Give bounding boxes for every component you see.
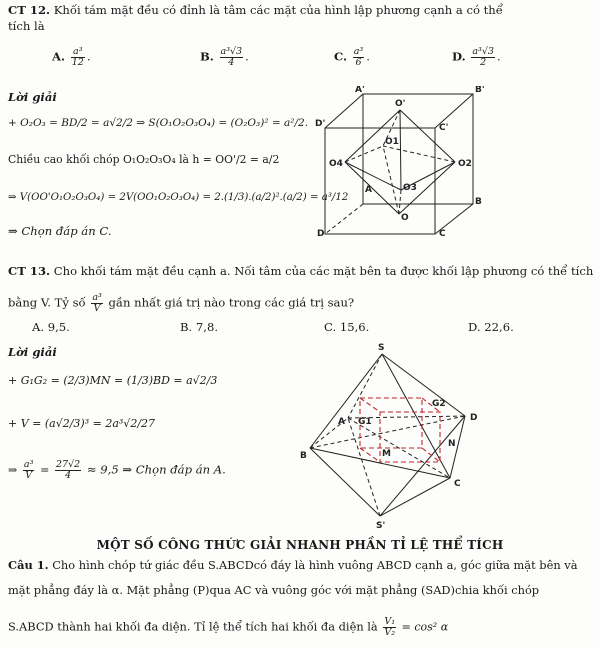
label-B-fig2: B xyxy=(300,451,307,461)
label-S: S xyxy=(378,343,385,353)
label-G1: G1 xyxy=(358,417,372,427)
cau1-line1-text: Cho hình chóp tứ giác đều S.ABCDcó đáy là hình vuông ABCD cạnh a, góc giữa mặt bên và xyxy=(52,558,578,572)
cau1-line3-post: = cos² α xyxy=(401,620,449,634)
opt-d-value: $\frac{\text{a³√3}}{2}$ xyxy=(472,46,494,68)
label-O4: O4 xyxy=(329,159,343,169)
opt-a-value: $\frac{\text{a³}}{12}$ xyxy=(71,46,84,68)
inner-cube xyxy=(360,398,440,462)
label-D-prime: D' xyxy=(315,119,326,129)
ct12-solution-line3: ⇒ V(OO'O₁O₂O₃O₄) = 2V(OO₁O₂O₃O₄) = 2.(1/3).(a/2)².(a/2) = a³/12 xyxy=(8,192,349,203)
ct13-stem2-post: gần nhất giá trị nào trong các giá trị sau? xyxy=(108,295,355,310)
value-fraction: $\frac{27√2}{4}$ xyxy=(55,459,81,481)
octahedron-cube-figure xyxy=(300,338,500,528)
label-D: D xyxy=(317,229,325,236)
label-S-prime: S' xyxy=(376,521,386,528)
v1-over-v2: $\frac{\text{V₁}}{\text{V₂}}$ xyxy=(384,616,396,638)
cube-back-face xyxy=(363,94,473,204)
ct13-option-c[interactable]: C. 15,6. xyxy=(324,320,370,334)
cube-octahedron-figure xyxy=(315,86,490,236)
ct13-option-a[interactable]: A. 9,5. xyxy=(32,320,70,334)
ct13-title: CT 13. xyxy=(8,264,51,278)
cau1-line1 xyxy=(8,558,578,573)
ct13-option-d[interactable]: D. 22,6. xyxy=(468,320,514,334)
ct13-line3-tail: ≈ 9,5 ⇒ Chọn đáp án A. xyxy=(86,462,226,477)
ct13-solution-line3: ⇒ $\frac{\text{a³}}{V}$ = $\frac{27√2}{4}$ ≈ 9,5 ⇒ Chọn đáp án A. xyxy=(8,459,226,481)
label-C-prime: C' xyxy=(439,123,449,133)
ct12-option-c[interactable]: C. $\frac{\text{a³}}{6}$ . xyxy=(334,46,370,68)
label-A-fig2: A xyxy=(338,417,345,427)
opt-a-label: A. xyxy=(52,49,66,64)
label-C-fig2: C xyxy=(454,479,461,489)
ct13-solution-line2: + V = (a√2/3)³ = 2a³√2/27 xyxy=(8,417,156,430)
label-A: A xyxy=(365,185,372,195)
opt-c-label: C. xyxy=(334,49,348,64)
cau1-line3 xyxy=(8,617,448,638)
label-N: N xyxy=(448,439,456,449)
label-M: M xyxy=(382,449,391,459)
label-O-prime: O' xyxy=(395,99,406,109)
opt-b-label: B. xyxy=(200,49,214,64)
label-C: C xyxy=(439,229,446,236)
label-D-fig2: D xyxy=(470,413,478,423)
ct12-title: CT 12. xyxy=(8,3,51,17)
opt-d-label: D. xyxy=(452,49,466,64)
cau1-line3-pre: S.ABCD thành hai khối đa diện. Tỉ lệ thể tích hai khối đa diện là xyxy=(8,619,378,634)
label-B: B xyxy=(475,197,482,207)
ct12-solution-label: Lời giải xyxy=(8,90,57,104)
label-O1: O1 xyxy=(385,137,399,147)
ct12-conclusion: ⇒ Chọn đáp án C. xyxy=(8,224,112,238)
ct12-stem-text: Khối tám mặt đều có đỉnh là tâm các mặt của hình lập phương cạnh a có thể xyxy=(53,3,503,17)
ct13-stem2-pre: bằng V. Tỷ số xyxy=(8,295,86,310)
ct13-stem-text: Cho khối tám mặt đều cạnh a. Nối tâm của các mặt bên ta được khối lập phương có thể tích xyxy=(53,264,594,278)
ct12-stem-line2: tích là xyxy=(8,19,45,33)
opt-b-value: $\frac{\text{a³√3}}{4}$ xyxy=(220,46,243,68)
label-O3: O3 xyxy=(403,183,417,193)
a3-over-v: $\frac{\text{a³}}{V}$ xyxy=(23,459,34,481)
label-A-prime: A' xyxy=(355,86,365,95)
ct12-solution-line2: Chiều cao khối chóp O₁O₂O₃O₄ là h = OO'/2 = a/2 xyxy=(8,153,280,166)
section-title: MỘT SỐ CÔNG THỨC GIẢI NHANH PHẦN TỈ LỆ THỂ TÍCH xyxy=(96,538,504,552)
ct13-option-b[interactable]: B. 7,8. xyxy=(180,320,219,334)
ct13-solution-line1: + G₁G₂ = (2/3)MN = (1/3)BD = a√2/3 xyxy=(8,374,218,387)
label-G2: G2 xyxy=(432,399,446,409)
ct12-option-a[interactable]: A. $\frac{\text{a³}}{12}$ . xyxy=(52,46,91,68)
label-O2: O2 xyxy=(458,159,472,169)
ct12-solution-line1: + O₂O₃ = BD/2 = a√2/2 ⇒ S(O₁O₂O₃O₄) = (O₂O₃)² = a²/2. xyxy=(8,117,309,129)
ct12-option-d[interactable]: D. $\frac{\text{a³√3}}{2}$ . xyxy=(452,46,501,68)
ct13-solution-label: Lời giải xyxy=(8,345,57,359)
label-B-prime: B' xyxy=(475,86,485,95)
ct12-stem-line1 xyxy=(8,3,503,18)
ct12-option-b[interactable]: B. $\frac{\text{a³√3}}{4}$ . xyxy=(200,46,249,68)
cau1-line2: mặt phẳng đáy là α. Mặt phẳng (P)qua AC và vuông góc với mặt phẳng (SAD)chia khối chóp xyxy=(8,583,540,597)
ct13-stem-line1 xyxy=(8,264,593,279)
label-O: O xyxy=(401,213,409,223)
ratio-fraction: $\frac{\text{a³}}{V}$ xyxy=(92,292,102,314)
ct13-stem-line2 xyxy=(8,293,354,314)
cau1-label: Câu 1. xyxy=(8,558,49,572)
opt-c-value: $\frac{\text{a³}}{6}$ xyxy=(353,46,364,68)
